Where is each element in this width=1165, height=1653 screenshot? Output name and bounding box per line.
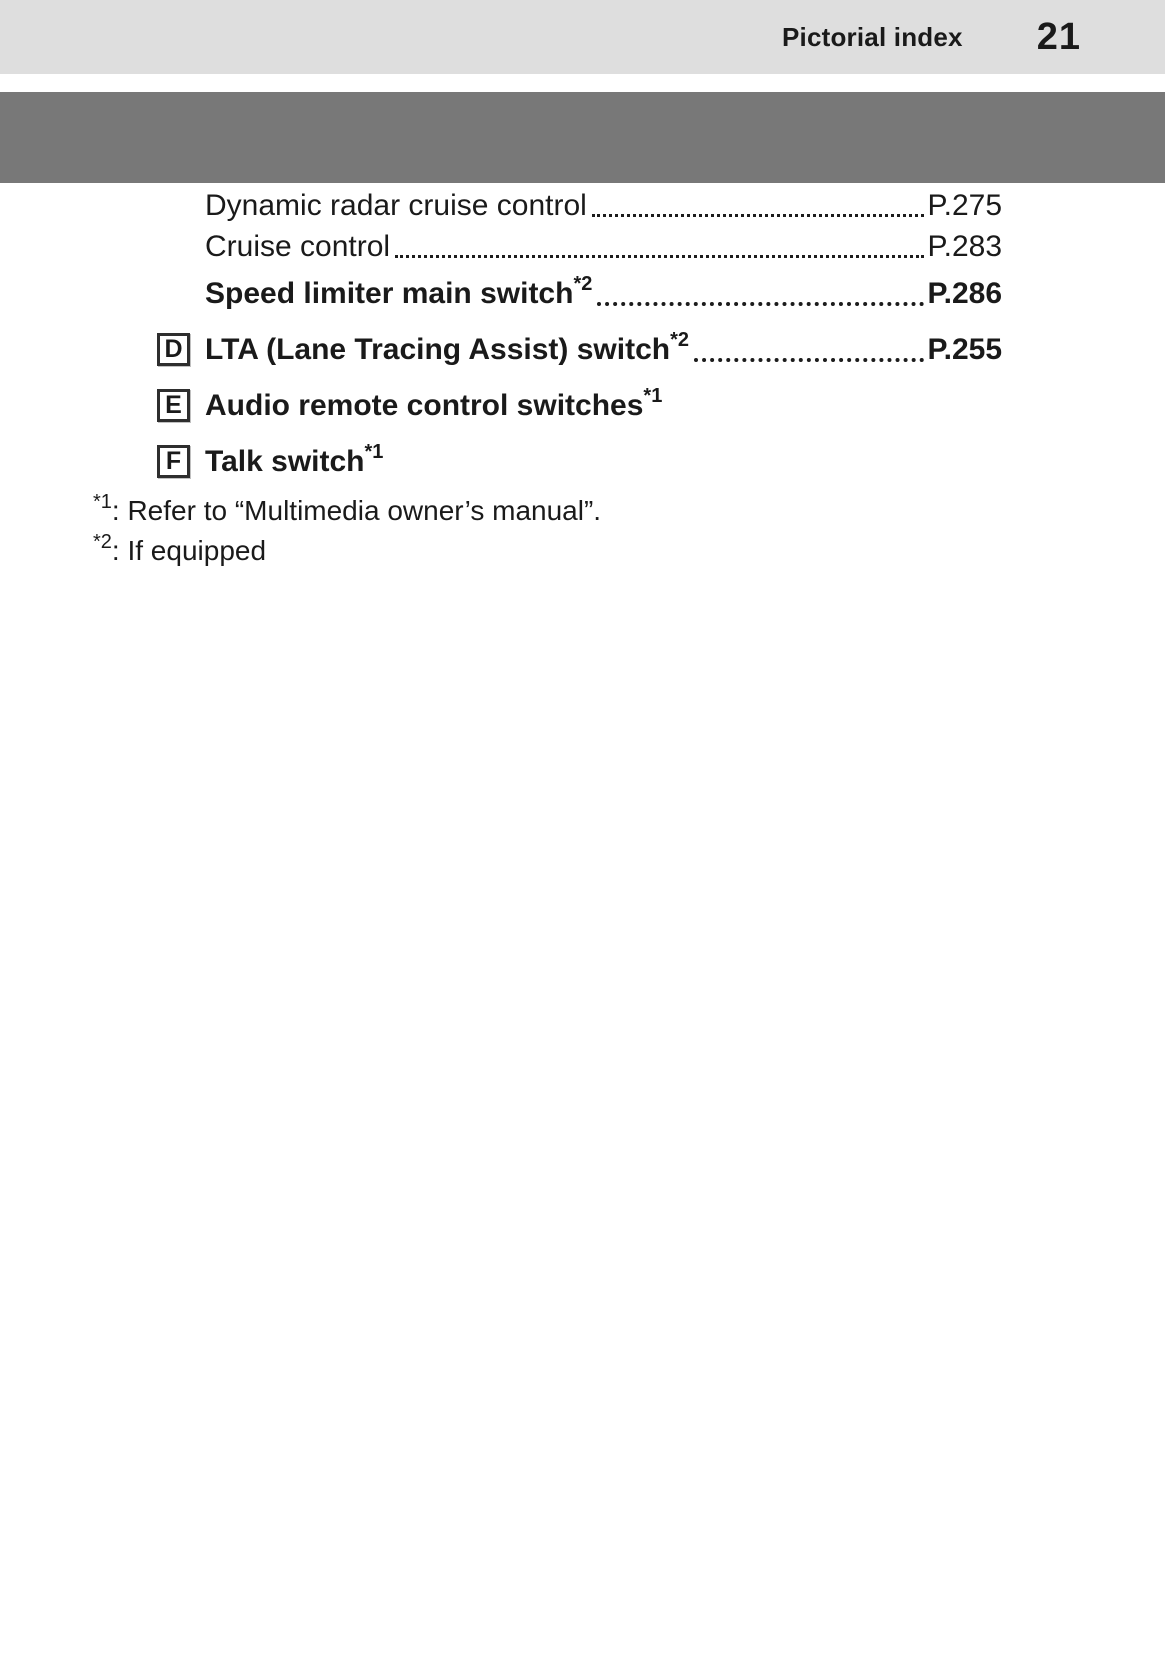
index-entry — [157, 442, 1002, 482]
dot-leader — [597, 302, 924, 306]
page-number: 21 — [1036, 15, 1081, 58]
index-entry — [157, 330, 1002, 370]
entry-indent — [157, 389, 205, 426]
section-banner-image — [0, 92, 1165, 183]
entry-page-ref: P.255 — [927, 333, 1002, 366]
entry-label — [205, 274, 592, 314]
entry-label — [205, 227, 390, 267]
entry-label-text: Talk switch — [205, 445, 365, 478]
entry-indent — [157, 333, 205, 370]
entry-label-text: Audio remote control switches — [205, 389, 644, 422]
page-header — [0, 0, 1165, 74]
entry-page-ref: P.283 — [927, 230, 1002, 263]
section-title: Pictorial index — [781, 21, 963, 52]
entry-label — [205, 330, 689, 370]
entry-label — [205, 386, 662, 426]
footnote-text: : Refer to “Multimedia owner’s manual”. — [111, 495, 602, 526]
footnote-marker: *2 — [93, 531, 112, 553]
index-entry — [157, 274, 1002, 314]
dot-leader — [592, 214, 925, 217]
entry-label-text: Dynamic radar cruise control — [205, 189, 587, 222]
entry-label — [205, 442, 383, 482]
entry-marker-box: F — [157, 445, 190, 478]
index-entry — [157, 186, 1002, 226]
dot-leader — [395, 255, 924, 258]
entry-superscript: *2 — [573, 273, 593, 295]
entry-label — [205, 186, 587, 226]
index-entry — [157, 386, 1002, 426]
entry-superscript: *1 — [364, 441, 384, 463]
dot-leader — [694, 358, 924, 362]
entry-label-text: LTA (Lane Tracing Assist) switch — [205, 333, 671, 366]
entry-label-text: Speed limiter main switch — [205, 277, 574, 310]
footnote-marker: *1 — [93, 491, 112, 513]
entry-superscript: *1 — [643, 385, 663, 407]
entry-marker-box: E — [157, 389, 190, 422]
entry-page-ref: P.275 — [927, 189, 1002, 222]
footnote — [93, 532, 266, 570]
footnote — [93, 492, 601, 530]
entry-label-text: Cruise control — [205, 230, 391, 263]
footnote-text: : If equipped — [111, 535, 267, 566]
index-entry — [157, 227, 1002, 267]
entry-marker-box: D — [157, 333, 190, 366]
entry-superscript: *2 — [670, 329, 689, 351]
entry-indent — [157, 445, 205, 482]
entry-page-ref: P.286 — [927, 277, 1002, 310]
